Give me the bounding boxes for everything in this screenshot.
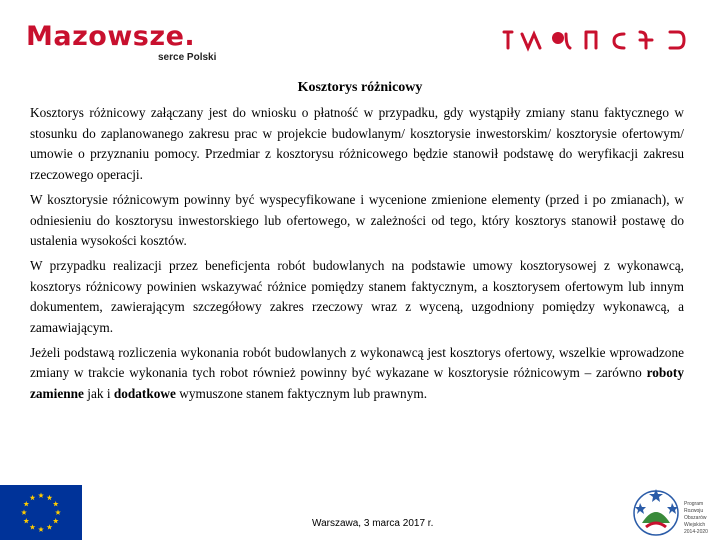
paragraph-text: W kosztorysie różnicowym powinny być wyspecyfikowane i wycenione zmienione elementy (przed i po zmianach), w odniesieniu do kosztorysu inwestorskiego lub ofertowego, w zależności od tego, który kosztorys stanowił postawę do ustalenia wysokości kosztów. [30,191,684,249]
prow-line-2: Rozwoju [684,508,704,514]
prow-line-4: Wiejskich [684,522,706,528]
prow-line-3: Obszarów [684,515,707,521]
paragraph-text: wymuszone stanem faktycznym lub prawnym. [175,386,428,402]
eu-flag-icon [0,485,82,540]
paragraph-text: jak i [83,386,114,402]
prow-emblem-icon [632,483,682,540]
paragraph-text: Jeżeli podstawą rozliczenia wykonania robót budowlanych z wykonawcą jest kosztorys ofertowy, wszelkie wprowadzone zmiany w trakcie wykonania tych robot również powinny być wykazane w kosztorysie różnicowym – zarówno [30,344,684,381]
decorative-symbols-icon [500,24,700,54]
paragraph [30,103,684,186]
mazowsze-logo-icon [26,22,231,68]
footer-date: Warszawa, 3 marca 2017 r. [312,518,434,529]
page-title: Kosztorys różnicowy [297,80,423,95]
paragraph [30,343,684,405]
paragraph-text: W przypadku realizacji przez beneficjenta robót budowlanych na podstawie umowy kosztorysowej z wykonawcą, kosztorys różnicowy powinien wskazywać różnice pomiędzy stanem faktycznym, a kosztorysem ofertowym lub innym dokumentem, zawierającym szczegółowy zakres rzeczowy wraz z wyceną, uzgodniony pomiędzy wykonawcą, a zamawiającym. [30,257,684,336]
prow-logo-icon [632,483,720,540]
paragraph [30,256,684,339]
logo-wordmark: Mazowsze. [26,21,196,52]
paragraph-text: Kosztorys różnicowy załączany jest do wniosku o płatność w przypadku, gdy wystąpiły zmiany stanu faktycznego w stosunku do zaplanowanego zakresu prac w projekcie budowlanym/ kosztorysie inwestorskim/ kosztorysie ofertowym/ umowie o przyznaniu pomocy. Przedmiar z kosztorysu różnicowego będzie stanowił podstawę do weryfikacji zakresu rzeczowego operacji. [30,105,684,183]
prow-line-1: Program [684,501,704,507]
document-body [30,103,684,409]
logo-tagline: serce Polski [158,52,217,63]
paragraph [30,190,684,252]
bold-text: roboty zamienne [30,365,684,402]
bold-text: dodatkowe [113,386,176,402]
prow-line-5: 2014-2020 [684,529,708,535]
